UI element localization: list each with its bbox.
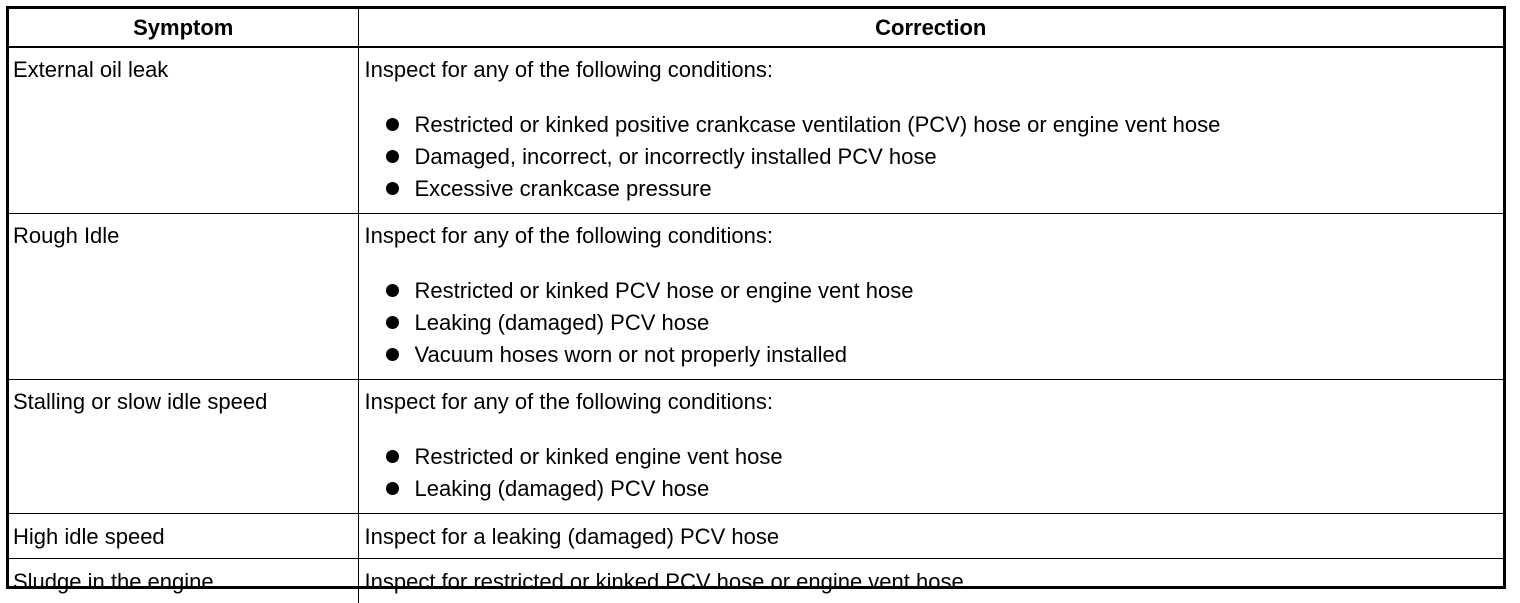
symptom-cell: Stalling or slow idle speed <box>9 380 358 514</box>
table-row <box>9 514 1503 559</box>
condition-text: Excessive crankcase pressure <box>415 176 712 201</box>
correction-cell: Inspect for a leaking (damaged) PCV hose <box>358 514 1503 559</box>
condition-item <box>365 307 1504 339</box>
condition-item <box>365 173 1504 205</box>
condition-item <box>365 109 1504 141</box>
condition-item <box>365 441 1504 473</box>
table-header-row <box>9 9 1503 47</box>
table-row <box>9 380 1503 514</box>
correction-lead-text: Inspect for any of the following conditions: <box>365 54 1504 86</box>
table-row <box>9 47 1503 214</box>
bullet-icon <box>386 316 399 329</box>
correction-cell <box>358 380 1503 514</box>
condition-list <box>365 441 1504 505</box>
bullet-icon <box>386 482 399 495</box>
correction-cell <box>358 47 1503 214</box>
symptom-cell: Sludge in the engine <box>9 559 358 603</box>
table-row <box>9 559 1503 603</box>
bullet-icon <box>386 348 399 361</box>
condition-item <box>365 275 1504 307</box>
condition-list <box>365 275 1504 371</box>
correction-lead-text: Inspect for any of the following conditions: <box>365 220 1504 252</box>
correction-cell <box>358 214 1503 380</box>
condition-text: Restricted or kinked positive crankcase ventilation (PCV) hose or engine vent hose <box>415 112 1221 137</box>
condition-text: Restricted or kinked PCV hose or engine vent hose <box>415 278 914 303</box>
bullet-icon <box>386 150 399 163</box>
condition-text: Leaking (damaged) PCV hose <box>415 476 710 501</box>
condition-item <box>365 473 1504 505</box>
correction-lead-text: Inspect for any of the following conditions: <box>365 386 1504 418</box>
symptom-cell: External oil leak <box>9 47 358 214</box>
condition-list <box>365 109 1504 205</box>
symptom-cell: High idle speed <box>9 514 358 559</box>
bullet-icon <box>386 182 399 195</box>
condition-text: Restricted or kinked engine vent hose <box>415 444 783 469</box>
condition-text: Vacuum hoses worn or not properly installed <box>415 342 847 367</box>
condition-text: Leaking (damaged) PCV hose <box>415 310 710 335</box>
bullet-icon <box>386 118 399 131</box>
symptom-correction-table <box>9 9 1503 603</box>
condition-item <box>365 339 1504 371</box>
correction-column-header: Correction <box>358 9 1503 47</box>
diagnostic-table-frame <box>6 6 1506 589</box>
symptom-cell: Rough Idle <box>9 214 358 380</box>
correction-cell: Inspect for restricted or kinked PCV hose or engine vent hose <box>358 559 1503 603</box>
table-row <box>9 214 1503 380</box>
symptom-column-header: Symptom <box>9 9 358 47</box>
bullet-icon <box>386 284 399 297</box>
condition-item <box>365 141 1504 173</box>
bullet-icon <box>386 450 399 463</box>
condition-text: Damaged, incorrect, or incorrectly installed PCV hose <box>415 144 937 169</box>
